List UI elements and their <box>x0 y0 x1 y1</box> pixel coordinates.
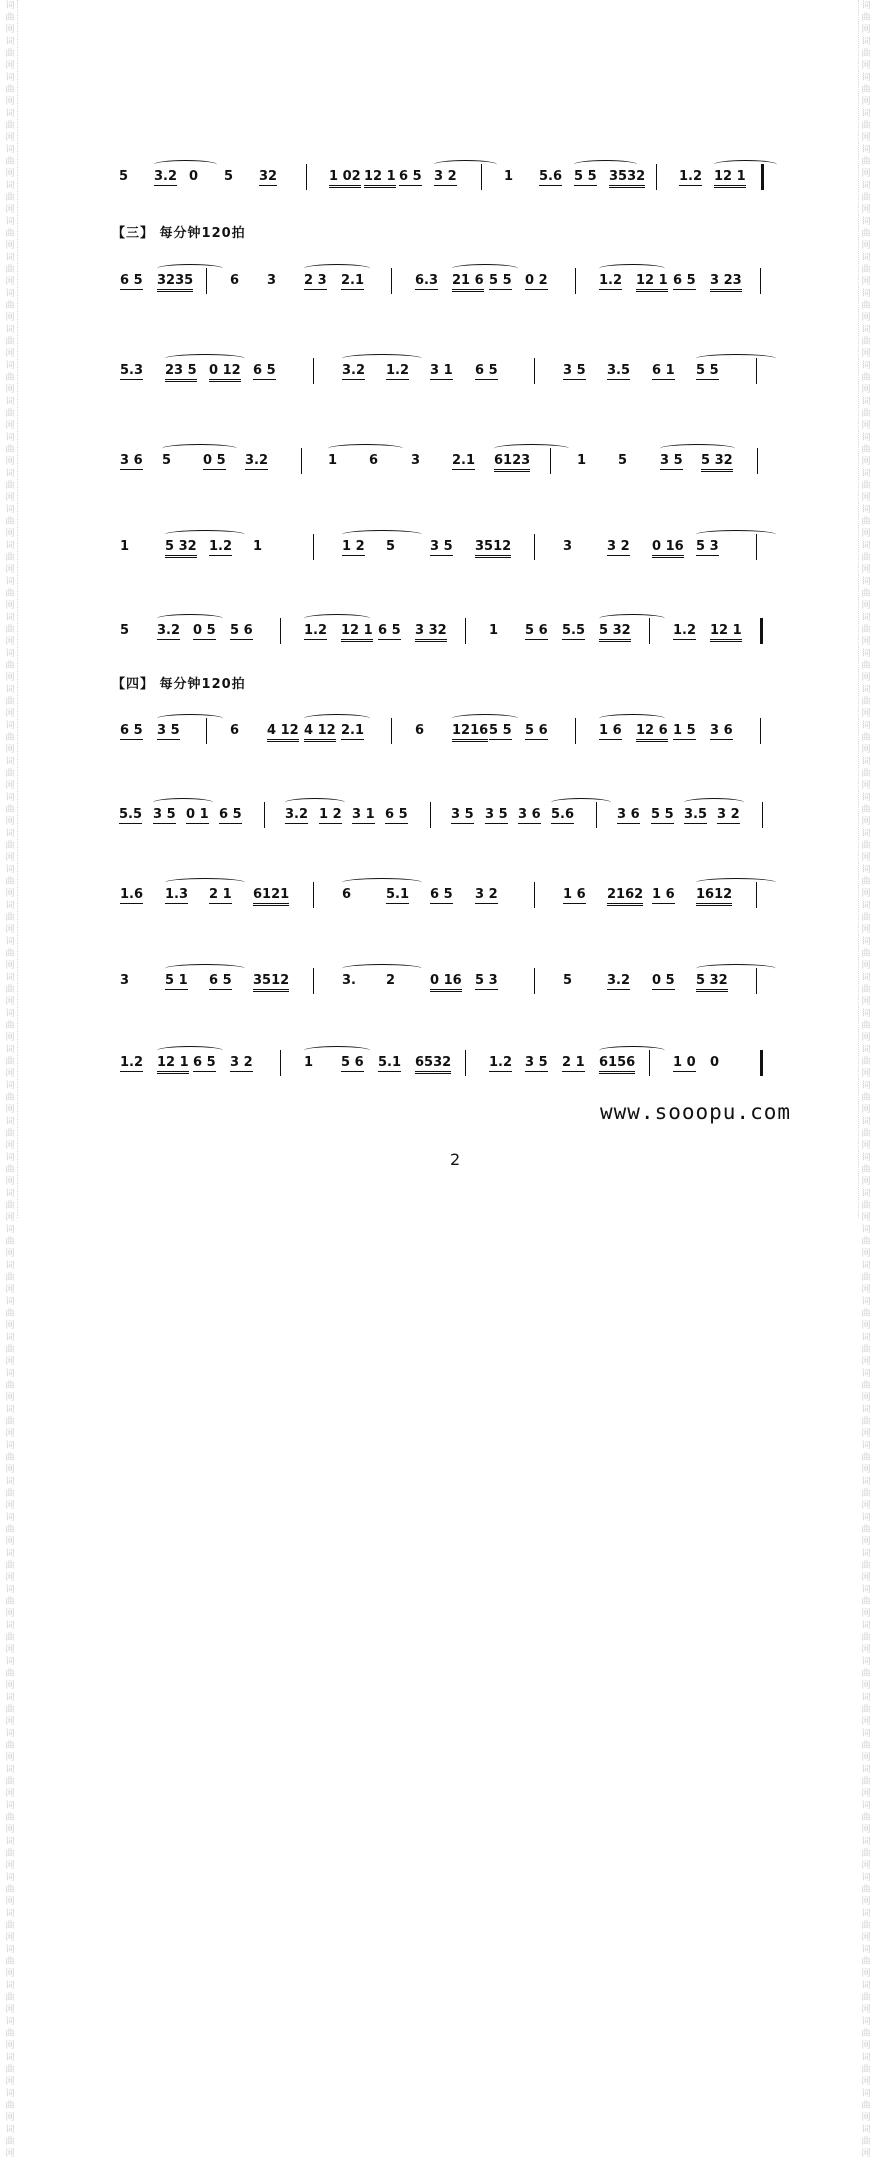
note-group: 1 6 <box>563 887 586 902</box>
barline <box>430 802 431 828</box>
note-group: 3 5 <box>153 807 176 822</box>
note-group: 6 5 <box>193 1055 216 1070</box>
note-group: 3 5 <box>485 807 508 822</box>
slur <box>452 264 518 273</box>
final-barline <box>760 618 763 644</box>
barline <box>465 618 466 644</box>
note-group: 1 5 <box>673 723 696 738</box>
slur <box>599 714 665 723</box>
note-group: 12 1 <box>636 274 668 292</box>
slur <box>494 444 569 453</box>
slur <box>599 264 665 273</box>
notation-line <box>116 528 780 572</box>
section-heading-4: 【四】 每分钟120拍 <box>112 677 246 692</box>
note-group: 1 0 <box>673 1055 696 1070</box>
note-group: 6 5 <box>219 807 242 822</box>
barline <box>649 618 650 644</box>
note-group: 12 1 <box>710 624 742 642</box>
note-group: 6 1 <box>652 363 675 378</box>
note-group: 5.3 <box>120 363 144 378</box>
note-group: 1 <box>504 169 514 184</box>
note-group: 3 <box>563 539 573 554</box>
barline <box>534 534 535 560</box>
note-group: 5 <box>386 539 396 554</box>
note-group: 3 32 <box>415 624 447 642</box>
barline <box>206 718 207 744</box>
note-group: 3.2 <box>154 169 178 184</box>
slur <box>434 160 497 169</box>
barline <box>575 268 576 294</box>
slur <box>452 714 518 723</box>
note-group: 3 23 <box>710 274 742 292</box>
slur <box>165 530 245 539</box>
slur <box>162 444 237 453</box>
note-group: 5 6 <box>525 623 548 638</box>
note-group: 6123 <box>494 454 530 472</box>
note-group: 1 <box>489 623 499 638</box>
barline <box>756 534 757 560</box>
note-group: 3 5 <box>525 1055 548 1070</box>
note-group: 3.2 <box>607 973 631 988</box>
note-group: 1 2 <box>319 807 342 822</box>
note-group: 0 1 <box>186 807 209 822</box>
note-group: 23 5 <box>165 364 197 382</box>
slur <box>328 444 403 453</box>
notation-line <box>116 612 780 656</box>
note-group: 3 5 <box>563 363 586 378</box>
barline <box>756 882 757 908</box>
note-group: 1.6 <box>120 887 144 902</box>
note-group: 1.2 <box>599 273 623 288</box>
section-heading-3: 【三】 每分钟120拍 <box>112 226 246 241</box>
note-group: 6 <box>230 273 240 288</box>
note-group: 6156 <box>599 1056 635 1074</box>
note-group: 5 <box>120 623 130 638</box>
barline <box>649 1050 650 1076</box>
barline <box>301 448 302 474</box>
note-group: 2 1 <box>562 1055 585 1070</box>
notation-line <box>116 1044 780 1088</box>
slur <box>304 714 370 723</box>
note-group: 5 <box>162 453 172 468</box>
slur <box>599 614 665 623</box>
note-group: 4 12 <box>267 724 299 742</box>
slur <box>304 264 370 273</box>
barline <box>465 1050 466 1076</box>
note-group: 1 02 <box>329 170 361 188</box>
slur <box>165 964 245 973</box>
note-group: 1.2 <box>679 169 703 184</box>
note-group: 6 5 <box>399 169 422 184</box>
note-group: 1 6 <box>599 723 622 738</box>
barline <box>656 164 657 190</box>
notation-line <box>116 262 780 306</box>
note-group: 5 <box>224 169 234 184</box>
note-group: 5.5 <box>562 623 586 638</box>
note-group: 21 6 <box>452 274 484 292</box>
slur <box>342 354 422 363</box>
note-group: 0 <box>189 169 199 184</box>
note-group: 5 5 <box>489 723 512 738</box>
note-group: 3. <box>342 973 356 988</box>
note-group: 12 6 <box>636 724 668 742</box>
barline <box>206 268 207 294</box>
note-group: 3 <box>411 453 421 468</box>
note-group: 1.2 <box>673 623 697 638</box>
barline <box>534 968 535 994</box>
note-group: 3512 <box>253 974 289 992</box>
barline <box>306 164 307 190</box>
note-group: 6 5 <box>120 273 143 288</box>
note-group: 5.6 <box>551 807 575 822</box>
note-group: 12 1 <box>714 170 746 188</box>
note-group: 1.2 <box>209 539 233 554</box>
note-group: 0 2 <box>525 273 548 288</box>
note-group: 3.2 <box>245 453 269 468</box>
note-group: 1.2 <box>120 1055 144 1070</box>
note-group: 5 <box>119 169 129 184</box>
watermark-right: 词曲网词曲网词曲网词曲网词曲网词曲网词曲网词曲网词曲网词曲网词曲网词曲网词曲网词曲网词曲网词曲网词曲网词曲网词曲网词曲网词曲网词曲网词曲网词曲网词曲网词曲网词曲网词曲网词曲网词曲网词曲网词曲网词曲网词曲网词曲网词曲网词曲网词曲网词曲网词曲网词曲网词曲网词曲网词曲网词曲网词曲网词曲网词曲网词曲网词曲网词曲网词曲网词曲网词曲网词曲网词曲网词曲网词曲网词曲网词曲网 <box>858 0 873 1218</box>
slur <box>696 878 776 887</box>
slur <box>153 798 213 807</box>
note-group: 5 3 <box>696 539 719 554</box>
note-group: 6 5 <box>378 623 401 638</box>
barline <box>280 618 281 644</box>
barline <box>313 534 314 560</box>
note-group: 6121 <box>253 888 289 906</box>
note-group: 5 32 <box>599 624 631 642</box>
note-group: 3 2 <box>230 1055 253 1070</box>
slur <box>165 354 245 363</box>
page-number: 2 <box>450 1150 461 1169</box>
notation-line <box>116 442 780 486</box>
note-group: 1612 <box>696 888 732 906</box>
note-group: 1216 <box>452 724 488 742</box>
slur <box>696 354 776 363</box>
note-group: 6 <box>369 453 379 468</box>
note-group: 12 1 <box>341 624 373 642</box>
note-group: 6532 <box>415 1056 451 1074</box>
note-group: 6 5 <box>673 273 696 288</box>
barline <box>756 358 757 384</box>
note-group: 6 5 <box>385 807 408 822</box>
barline <box>313 358 314 384</box>
barline <box>596 802 597 828</box>
note-group: 3 5 <box>451 807 474 822</box>
note-group: 5 5 <box>651 807 674 822</box>
note-group: 0 <box>710 1055 720 1070</box>
note-group: 5 32 <box>165 540 197 558</box>
note-group: 3 6 <box>120 453 143 468</box>
note-group: 5 <box>618 453 628 468</box>
note-group: 1 6 <box>652 887 675 902</box>
slur <box>154 160 217 169</box>
note-group: 3 2 <box>717 807 740 822</box>
note-group: 5.6 <box>539 169 563 184</box>
slur <box>599 1046 665 1055</box>
note-group: 1.3 <box>165 887 189 902</box>
note-group: 5 6 <box>341 1055 364 1070</box>
note-group: 3.2 <box>285 807 309 822</box>
note-group: 3.5 <box>607 363 631 378</box>
barline <box>313 882 314 908</box>
note-group: 5.5 <box>119 807 143 822</box>
note-group: 3 <box>267 273 277 288</box>
note-group: 3.2 <box>157 623 181 638</box>
note-group: 0 16 <box>430 974 462 992</box>
note-group: 5 5 <box>696 363 719 378</box>
note-group: 0 16 <box>652 540 684 558</box>
notation-line <box>116 712 780 756</box>
note-group: 6 5 <box>430 887 453 902</box>
barline <box>760 268 761 294</box>
barline <box>264 802 265 828</box>
slur <box>684 798 744 807</box>
note-group: 5.1 <box>386 887 410 902</box>
note-group: 2162 <box>607 888 643 906</box>
barline <box>280 1050 281 1076</box>
note-group: 6 <box>342 887 352 902</box>
note-group: 5 3 <box>475 973 498 988</box>
note-group: 6.3 <box>415 273 439 288</box>
barline <box>313 968 314 994</box>
note-group: 1 <box>577 453 587 468</box>
note-group: 2 <box>386 973 396 988</box>
barline <box>391 268 392 294</box>
note-group: 6 5 <box>209 973 232 988</box>
note-group: 3532 <box>609 170 645 188</box>
barline <box>481 164 482 190</box>
note-group: 3 5 <box>660 453 683 468</box>
note-group: 0 5 <box>652 973 675 988</box>
note-group: 3 5 <box>157 723 180 738</box>
note-group: 3 2 <box>607 539 630 554</box>
note-group: 5 32 <box>696 974 728 992</box>
note-group: 4 12 <box>304 724 336 742</box>
note-group: 3 6 <box>617 807 640 822</box>
slur <box>157 264 223 273</box>
note-group: 6 5 <box>253 363 276 378</box>
note-group: 2.1 <box>341 273 365 288</box>
slur <box>342 530 422 539</box>
note-group: 1 2 <box>342 539 365 554</box>
note-group: 2 1 <box>209 887 232 902</box>
slur <box>660 444 735 453</box>
barline <box>391 718 392 744</box>
notation-line <box>116 796 780 840</box>
note-group: 6 5 <box>120 723 143 738</box>
note-group: 5 5 <box>574 169 597 184</box>
note-group: 2 3 <box>304 273 327 288</box>
note-group: 5 5 <box>489 273 512 288</box>
note-group: 6 <box>230 723 240 738</box>
notation-line <box>116 352 780 396</box>
slur <box>551 798 611 807</box>
slur <box>342 964 422 973</box>
note-group: 1 <box>328 453 338 468</box>
note-group: 3512 <box>475 540 511 558</box>
notation-line <box>116 876 780 920</box>
note-group: 3 2 <box>475 887 498 902</box>
slur <box>714 160 777 169</box>
note-group: 3 2 <box>434 169 457 184</box>
note-group: 6 <box>415 723 425 738</box>
note-group: 1 <box>304 1055 314 1070</box>
note-group: 3 5 <box>430 539 453 554</box>
barline <box>534 882 535 908</box>
slur <box>696 964 776 973</box>
slur <box>574 160 637 169</box>
note-group: 3 <box>120 973 130 988</box>
note-group: 5 <box>563 973 573 988</box>
barline <box>756 968 757 994</box>
note-group: 3 1 <box>430 363 453 378</box>
barline <box>757 448 758 474</box>
note-group: 1.2 <box>489 1055 513 1070</box>
slur <box>304 614 370 623</box>
note-group: 5 6 <box>230 623 253 638</box>
note-group: 1 <box>120 539 130 554</box>
note-group: 32 <box>259 169 278 184</box>
note-group: 2.1 <box>341 723 365 738</box>
note-group: 5 32 <box>701 454 733 472</box>
note-group: 5.1 <box>378 1055 402 1070</box>
note-group: 3235 <box>157 274 193 292</box>
note-group: 2.1 <box>452 453 476 468</box>
slur <box>304 1046 370 1055</box>
note-group: 5 6 <box>525 723 548 738</box>
barline <box>762 802 763 828</box>
note-group: 3.2 <box>342 363 366 378</box>
note-group: 3.5 <box>684 807 708 822</box>
note-group: 0 12 <box>209 364 241 382</box>
note-group: 1.2 <box>386 363 410 378</box>
slur <box>165 878 245 887</box>
site-url: www.sooopu.com <box>600 1100 792 1124</box>
watermark-left: 词曲网词曲网词曲网词曲网词曲网词曲网词曲网词曲网词曲网词曲网词曲网词曲网词曲网词曲网词曲网词曲网词曲网词曲网词曲网词曲网词曲网词曲网词曲网词曲网词曲网词曲网词曲网词曲网词曲网词曲网词曲网词曲网词曲网词曲网词曲网词曲网词曲网词曲网词曲网词曲网词曲网词曲网词曲网词曲网词曲网词曲网词曲网词曲网词曲网词曲网词曲网词曲网词曲网词曲网词曲网词曲网词曲网词曲网词曲网词曲网 <box>3 0 18 1218</box>
final-barline <box>761 164 764 190</box>
note-group: 12 1 <box>364 170 396 188</box>
barline <box>575 718 576 744</box>
slur <box>285 798 345 807</box>
barline <box>534 358 535 384</box>
note-group: 0 5 <box>203 453 226 468</box>
slur <box>157 614 223 623</box>
note-group: 5 1 <box>165 973 188 988</box>
slur <box>696 530 776 539</box>
note-group: 1.2 <box>304 623 328 638</box>
note-group: 3 6 <box>710 723 733 738</box>
notation-line <box>116 962 780 1006</box>
note-group: 0 5 <box>193 623 216 638</box>
slur <box>157 1046 223 1055</box>
barline <box>550 448 551 474</box>
barline <box>760 718 761 744</box>
note-group: 3 1 <box>352 807 375 822</box>
note-group: 12 1 <box>157 1056 189 1074</box>
slur <box>342 878 422 887</box>
note-group: 3 6 <box>518 807 541 822</box>
note-group: 6 5 <box>475 363 498 378</box>
note-group: 1 <box>253 539 263 554</box>
slur <box>157 714 223 723</box>
notation-line <box>116 158 780 202</box>
final-barline <box>760 1050 763 1076</box>
